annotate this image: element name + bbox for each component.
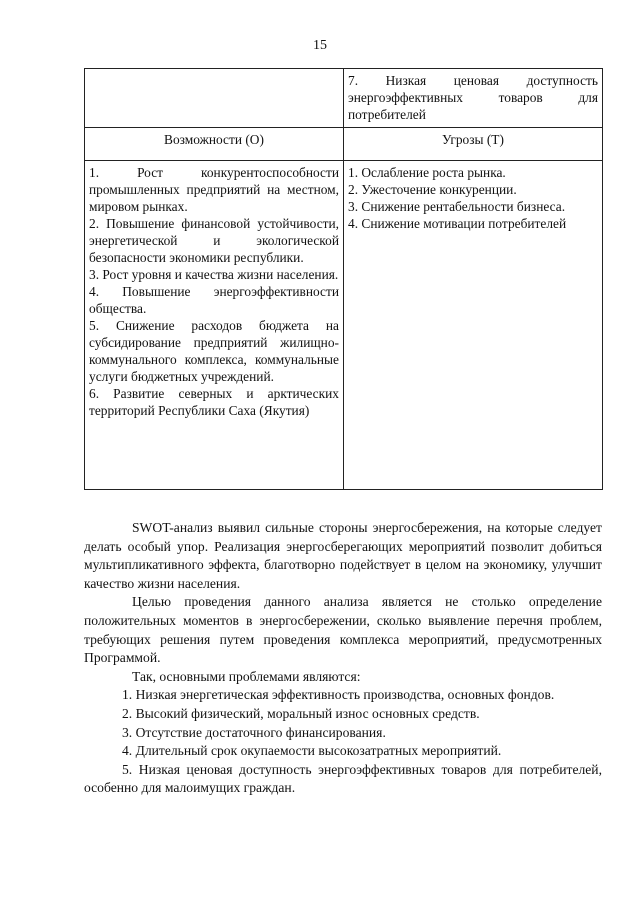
- weakness-item-7: 7. Низкая ценовая доступность энергоэффективных товаров для потребителей: [344, 69, 603, 128]
- paragraph: SWOT-анализ выявил сильные стороны энергосбережения, на которые следует делать особый упор. Реализация энергосберегающих мероприятий позволит добиться мультипликативного эффекта, благотворно подействует в целом на экономику, улучшит качество жизни населения.: [84, 520, 602, 591]
- opportunity-item: 4. Повышение энергоэффективности общества.: [89, 284, 339, 316]
- problem-item: 3. Отсутствие достаточного финансирования.: [122, 724, 386, 740]
- threat-item: 1. Ослабление роста рынка.: [348, 165, 506, 180]
- threat-item: 2. Ужесточение конкуренции.: [348, 182, 517, 197]
- empty-cell: [85, 69, 344, 128]
- page-number: 15: [313, 38, 327, 53]
- opportunity-item: 2. Повышение финансовой устойчивости, энергетической и экологической безопасности экономики республики.: [89, 216, 339, 265]
- problem-item: 5. Низкая ценовая доступность энергоэффективных товаров для потребителей, особенно для малоимущих граждан.: [84, 761, 602, 796]
- table-row: [85, 161, 603, 490]
- problem-item: 4. Длительный срок окупаемости высокозатратных мероприятий.: [122, 743, 502, 759]
- opportunity-item: 3. Рост уровня и качества жизни населения.: [89, 267, 339, 282]
- threats-header: Угрозы (T): [344, 128, 603, 161]
- paragraph: Так, основными проблемами являются:: [132, 668, 361, 684]
- paragraph: Целью проведения данного анализа является не столько определение положительных моментов в энергосбережении, сколько выявление перечня проблем, требующих решения путем проведения комплекса мероприятий, предусмотренных Программой.: [84, 594, 602, 666]
- problem-item: 1. Низкая энергетическая эффективность производства, основных фондов.: [122, 687, 555, 703]
- threat-item: 4. Снижение мотивации потребителей: [348, 216, 567, 231]
- problem-item: 2. Высокий физический, моральный износ основных средств.: [122, 705, 480, 721]
- swot-table: [84, 68, 603, 490]
- table-row: [85, 69, 603, 128]
- table-header-row: [85, 128, 603, 161]
- opportunity-item: 5. Снижение расходов бюджета на субсидирование предприятий жилищно-коммунального комплекса, коммунальные услуги бюджетных учреждений.: [89, 318, 339, 384]
- opportunity-item: 1. Рост конкурентоспособности промышленных предприятий на местном, мировом рынках.: [89, 165, 339, 214]
- threat-item: 3. Снижение рентабельности бизнеса.: [348, 199, 566, 214]
- opportunities-cell: [85, 161, 344, 490]
- opportunity-item: 6. Развитие северных и арктических территорий Республики Саха (Якутия): [89, 386, 339, 418]
- body-text: [84, 519, 602, 798]
- threats-cell: [344, 161, 603, 490]
- opportunities-header: Возможности (O): [85, 128, 344, 161]
